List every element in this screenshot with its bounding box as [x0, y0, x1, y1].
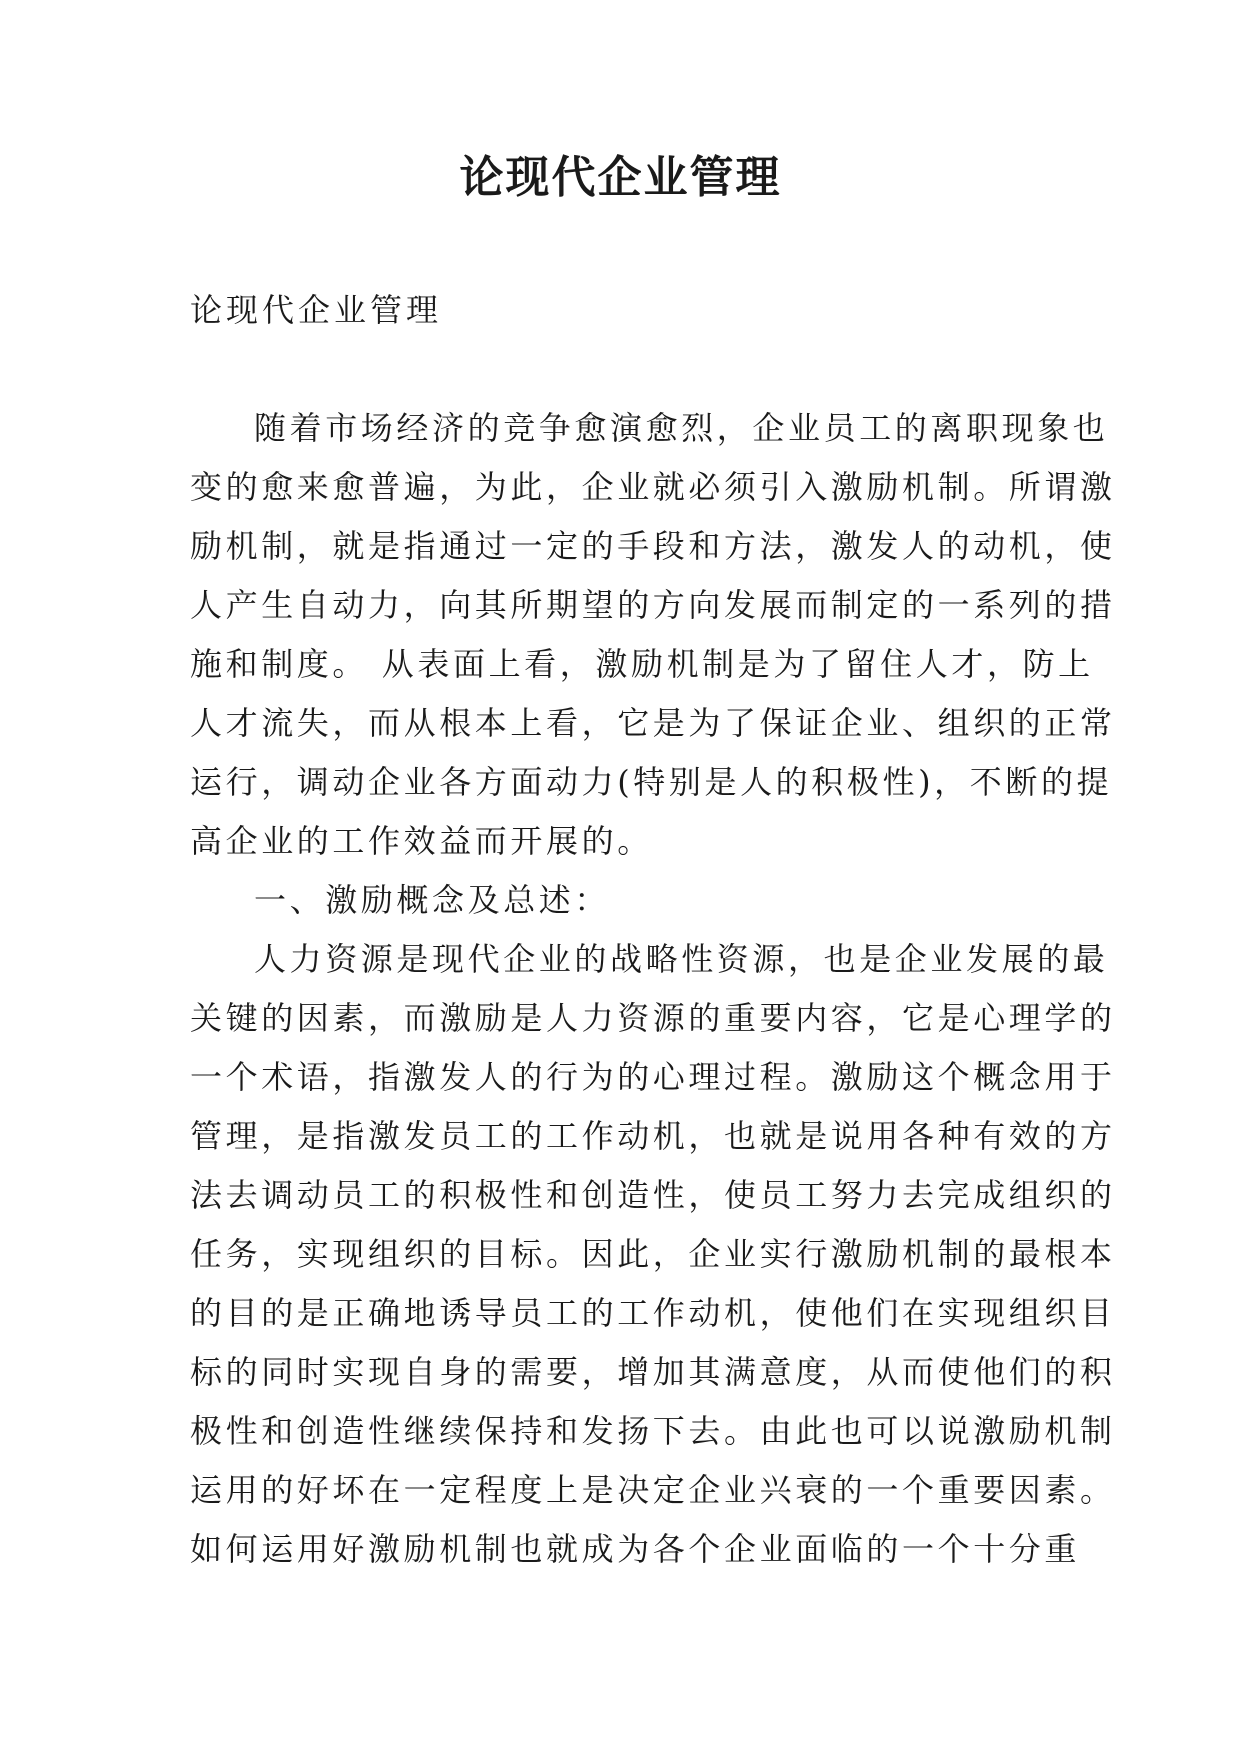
- document-subtitle: 论现代企业管理: [190, 291, 443, 329]
- body-line: 随着市场经济的竞争愈演愈烈，企业员工的离职现象也: [254, 409, 1109, 447]
- body-line: 运行，调动企业各方面动力(特别是人的积极性)，不断的提: [190, 763, 1113, 801]
- section-heading: 一、激励概念及总述：: [254, 881, 611, 919]
- body-line: 的目的是正确地诱导员工的工作动机，使他们在实现组织目: [190, 1294, 1116, 1332]
- body-line: 标的同时实现自身的需要，增加其满意度，从而使他们的积: [190, 1353, 1116, 1391]
- body-line: 人产生自动力，向其所期望的方向发展而制定的一系列的措: [190, 586, 1116, 624]
- body-line: 人才流失，而从根本上看，它是为了保证企业、组织的正常: [190, 704, 1116, 742]
- body-line: 变的愈来愈普遍，为此，企业就必须引入激励机制。所谓激: [190, 468, 1116, 506]
- body-line: 运用的好坏在一定程度上是决定企业兴衰的一个重要因素。: [190, 1471, 1116, 1509]
- body-line: 极性和创造性继续保持和发扬下去。由此也可以说激励机制: [190, 1412, 1116, 1450]
- body-line: 如何运用好激励机制也就成为各个企业面临的一个十分重: [190, 1530, 1081, 1568]
- body-line: 一个术语，指激发人的行为的心理过程。激励这个概念用于: [190, 1058, 1116, 1096]
- body-line: 法去调动员工的积极性和创造性，使员工努力去完成组织的: [190, 1176, 1116, 1214]
- body-line: 励机制，就是指通过一定的手段和方法，激发人的动机，使: [190, 527, 1116, 565]
- body-line: 管理，是指激发员工的工作动机，也就是说用各种有效的方: [190, 1117, 1116, 1155]
- body-line: 关键的因素，而激励是人力资源的重要内容，它是心理学的: [190, 999, 1116, 1037]
- body-line: 施和制度。 从表面上看，激励机制是为了留住人才，防上: [190, 645, 1094, 683]
- body-line: 任务，实现组织的目标。因此，企业实行激励机制的最根本: [190, 1235, 1116, 1273]
- body-line: 高企业的工作效益而开展的。: [190, 822, 653, 860]
- document-title: 论现代企业管理: [459, 152, 782, 203]
- body-line: 人力资源是现代企业的战略性资源，也是企业发展的最: [254, 940, 1109, 978]
